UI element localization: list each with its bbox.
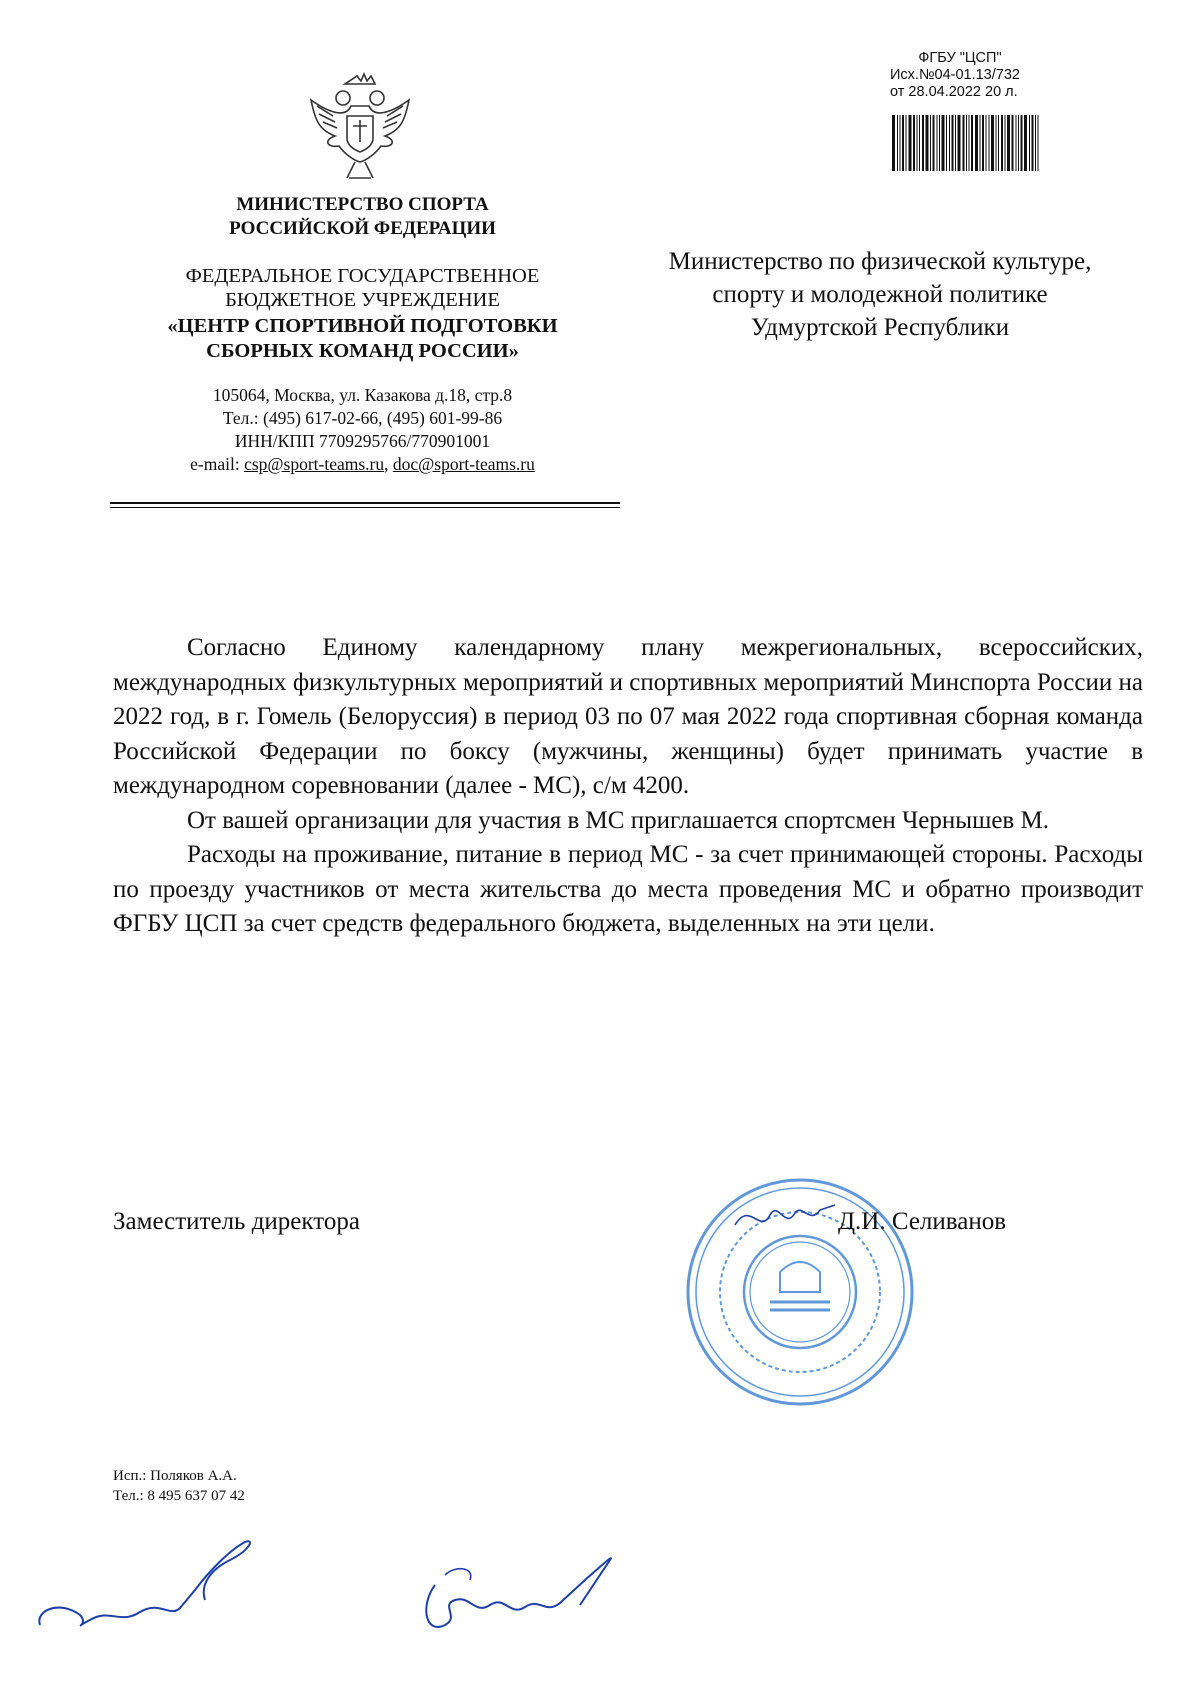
barcode-bar — [971, 115, 973, 171]
barcode-bar — [942, 115, 945, 171]
barcode-bar — [1032, 115, 1034, 171]
barcode-bar — [926, 115, 929, 171]
address: 105064, Москва, ул. Казакова д.18, стр.8 — [212, 385, 513, 405]
registration-org: ФГБУ "ЦСП" — [918, 50, 1002, 66]
barcode-bar — [998, 115, 999, 171]
executor-info — [113, 1466, 245, 1506]
registration-stamp — [880, 50, 1040, 101]
executor-name: Исп.: Поляков А.А. — [113, 1468, 237, 1484]
barcode-bar — [892, 115, 895, 171]
barcode-bar — [1018, 115, 1019, 171]
inn-kpp: ИНН/КПП 7709295766/770901001 — [234, 431, 491, 451]
barcode-bar — [966, 115, 967, 171]
email-separator: , — [384, 454, 393, 474]
barcode-bar — [1035, 115, 1036, 171]
barcode-bar — [1024, 115, 1027, 171]
signatory-name: Д.И. Селиванов — [838, 1208, 1007, 1235]
institution-type-line: БЮДЖЕТНОЕ УЧРЕЖДЕНИЕ — [225, 289, 500, 311]
registration-number: Исх.№04-01.13/732 — [890, 67, 1020, 83]
email-link-doc[interactable]: doc@sport-teams.ru — [392, 454, 535, 474]
institution-type — [105, 264, 620, 312]
registration-date: от 28.04.2022 20 л. — [890, 84, 1018, 100]
barcode-bar — [946, 115, 947, 171]
phone: Тел.: (495) 617-02-66, (495) 601-99-86 — [222, 408, 503, 428]
organization-name-line: СБОРНЫХ КОМАНД РОССИИ» — [206, 340, 519, 362]
body-paragraph: Расходы на проживание, питание в период МС - за счет принимающей стороны. Расходы по проезду участников от места жительства до места проведения МС и обратно производит ФГБУ ЦСП за счет средств федерального бюджета, выделенных на эти цели. — [113, 841, 1143, 937]
barcode-bar — [963, 115, 965, 171]
ministry-line: РОССИЙСКОЙ ФЕДЕРАЦИИ — [229, 218, 496, 239]
barcode-bar — [1038, 115, 1039, 171]
barcode-bar — [930, 115, 931, 171]
signature-icon — [30, 1530, 270, 1640]
header-divider — [110, 502, 620, 504]
addressee-line: спорту и молодежной политике — [712, 281, 1048, 308]
barcode-bar — [949, 115, 950, 171]
barcode-bar — [922, 115, 924, 171]
barcode-bar — [955, 115, 956, 171]
organization-name — [105, 314, 620, 364]
barcode-bar — [969, 115, 970, 171]
contacts — [105, 384, 620, 476]
barcode-bar — [939, 115, 940, 171]
barcode-bar — [958, 115, 961, 171]
barcode-bar — [933, 115, 935, 171]
addressee — [640, 245, 1120, 344]
signatory-title: Заместитель директора — [113, 1208, 360, 1235]
barcode-bar — [975, 115, 978, 171]
organization-name-line: «ЦЕНТР СПОРТИВНОЙ ПОДГОТОВКИ — [167, 315, 558, 337]
letter-body — [113, 631, 1143, 942]
barcode-bar — [1029, 115, 1030, 171]
signature-icon — [730, 1195, 840, 1245]
barcode-bar — [1007, 115, 1010, 171]
barcode-bar — [902, 115, 904, 171]
barcode-bar — [980, 115, 981, 171]
barcode-bar — [1021, 115, 1023, 171]
barcode-bar — [952, 115, 954, 171]
barcode-bar — [996, 115, 997, 171]
barcode-bar — [1016, 115, 1017, 171]
body-paragraph: От вашей организации для участия в МС приглашается спортсмен Чернышев М. — [187, 806, 1049, 834]
ministry-name — [105, 193, 620, 241]
barcode-bar — [917, 115, 918, 171]
barcode-bar — [986, 115, 987, 171]
addressee-line: Министерство по физической культуре, — [668, 248, 1092, 275]
barcode-bar — [982, 115, 984, 171]
barcode-bar — [937, 115, 938, 171]
email-link-csp[interactable]: csp@sport-teams.ru — [244, 454, 385, 474]
barcode-bar — [909, 115, 912, 171]
email-line — [105, 453, 620, 476]
signature-icon — [415, 1545, 625, 1665]
email-prefix: e-mail: — [190, 454, 245, 474]
coat-of-arms-icon — [305, 70, 415, 190]
barcode-bar — [1012, 115, 1014, 171]
barcode-bar — [906, 115, 907, 171]
barcode-bar — [913, 115, 915, 171]
header-divider-thin — [110, 507, 620, 508]
body-paragraph: Согласно Единому календарному плану межрегиональных, всероссийских, международных физкультурных мероприятий и спортивных мероприятий Минспорта России на 2022 год, в г. Гомель (Белоруссия) в период 03 по 07 мая 2022 года спортивная сборная команда Российской Федерации по боксу (мужчины, женщины) будет принимать участие в международном соревновании (далее - МС), с/м 4200. — [113, 634, 1143, 799]
addressee-line: Удмуртской Республики — [750, 314, 1010, 341]
barcode-bar — [991, 115, 994, 171]
barcode-bar — [900, 115, 901, 171]
barcode-bar — [1001, 115, 1003, 171]
barcode-bar — [989, 115, 990, 171]
barcode-bar — [1005, 115, 1006, 171]
barcode-icon — [890, 115, 1040, 171]
ministry-line: МИНИСТЕРСТВО СПОРТА — [236, 194, 489, 215]
institution-type-line: ФЕДЕРАЛЬНОЕ ГОСУДАРСТВЕННОЕ — [185, 265, 540, 287]
barcode-bar — [897, 115, 898, 171]
barcode-bar — [919, 115, 920, 171]
executor-phone: Тел.: 8 495 637 07 42 — [113, 1488, 245, 1504]
